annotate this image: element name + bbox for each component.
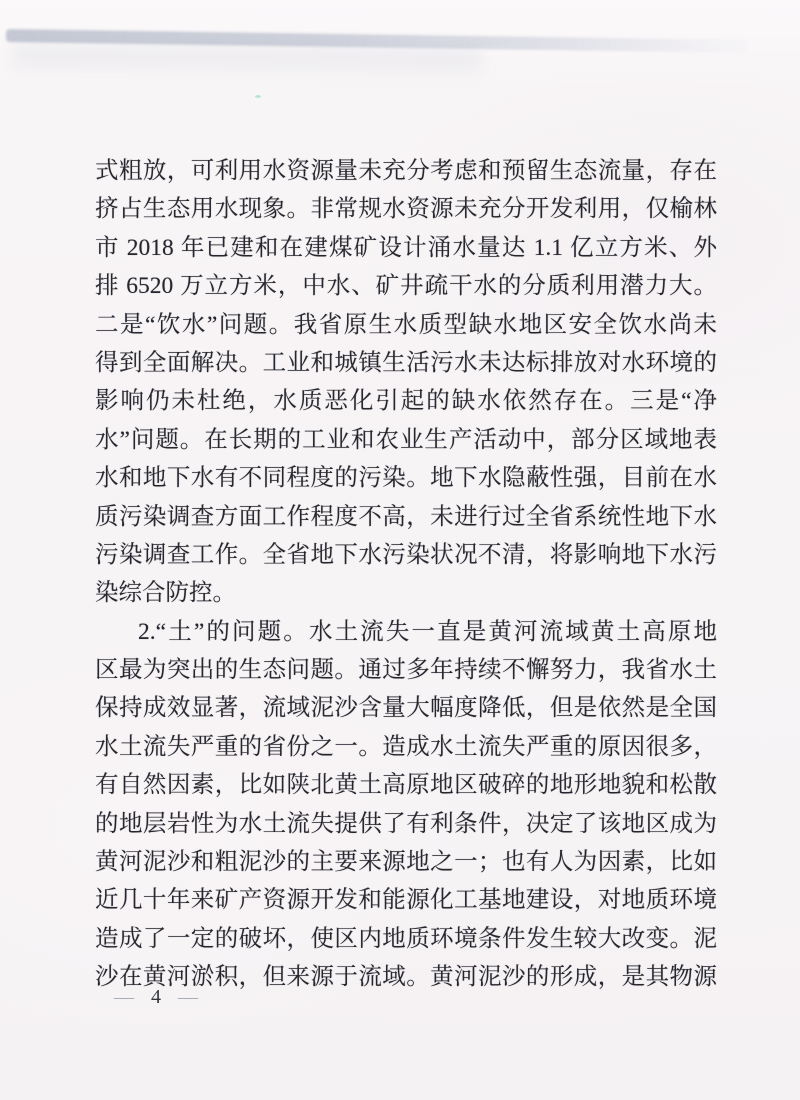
text-line: 区最为突出的生态问题。通过多年持续不懈努力，我省水土: [95, 657, 717, 684]
text-line: 式粗放，可利用水资源量未充分考虑和预留生态流量，存在: [95, 158, 717, 184]
text-line: 近几十年来矿产资源开发和能源化工基地建设，对地质环境: [95, 887, 717, 914]
text-line: 造成了一定的破坏，使区内地质环境条件发生较大改变。泥: [95, 925, 717, 952]
text-line: 黄河泥沙和粗泥沙的主要来源地之一；也有人为因素，比如: [95, 849, 717, 876]
text-line: 排 6520 万立方米，中水、矿井疏干水的分质利用潜力大。: [95, 273, 717, 300]
page-number-dash-left: —: [114, 986, 134, 1008]
text-line: 染综合防控。: [95, 580, 236, 607]
text-line: 保持成效显著，流域泥沙含量大幅度降低，但是依然是全国: [95, 695, 717, 722]
text-line: 水土流失严重的省份之一。造成水土流失严重的原因很多，: [95, 733, 717, 760]
text-line: 的地层岩性为水土流失提供了有利条件，决定了该地区成为: [95, 810, 717, 837]
scan-artifact-speck: [255, 95, 261, 98]
text-line: 沙在黄河淤积，但来源于流域。黄河泥沙的形成，是其物源: [95, 964, 717, 991]
text-line: 市 2018 年已建和在建煤矿设计涌水量达 1.1 亿立方米、外: [95, 234, 717, 261]
page-number-dash-right: —: [178, 986, 198, 1008]
text-line: 挤占生态用水现象。非常规水资源未充分开发利用，仅榆林: [95, 196, 717, 223]
text-line: 二是“饮水”问题。我省原生水质型缺水地区安全饮水尚未: [95, 311, 717, 338]
text-line: 有自然因素，比如陕北黄土高原地区破碎的地形地貌和松散: [95, 772, 717, 799]
text-line: 质污染调查方面工作程度不高，未进行过全省系统性地下水: [95, 503, 717, 530]
text-line: 水和地下水有不同程度的污染。地下水隐蔽性强，目前在水: [95, 465, 717, 492]
scan-artifact-smudge: [12, 42, 482, 73]
text-line: 2.“土”的问题。水土流失一直是黄河流域黄土高原地: [138, 618, 717, 645]
text-line: 影响仍未杜绝，水质恶化引起的缺水依然存在。三是“净: [95, 388, 717, 415]
text-line: 水”问题。在长期的工业和农业生产活动中，部分区域地表: [95, 426, 717, 453]
page-number: [114, 984, 198, 1010]
page-number-value: 4: [151, 986, 161, 1008]
document-body: [95, 152, 717, 997]
text-line: 污染调查工作。全省地下水污染状况不清，将影响地下水污: [95, 541, 717, 568]
text-line: 得到全面解决。工业和城镇生活污水未达标排放对水环境的: [95, 349, 717, 376]
